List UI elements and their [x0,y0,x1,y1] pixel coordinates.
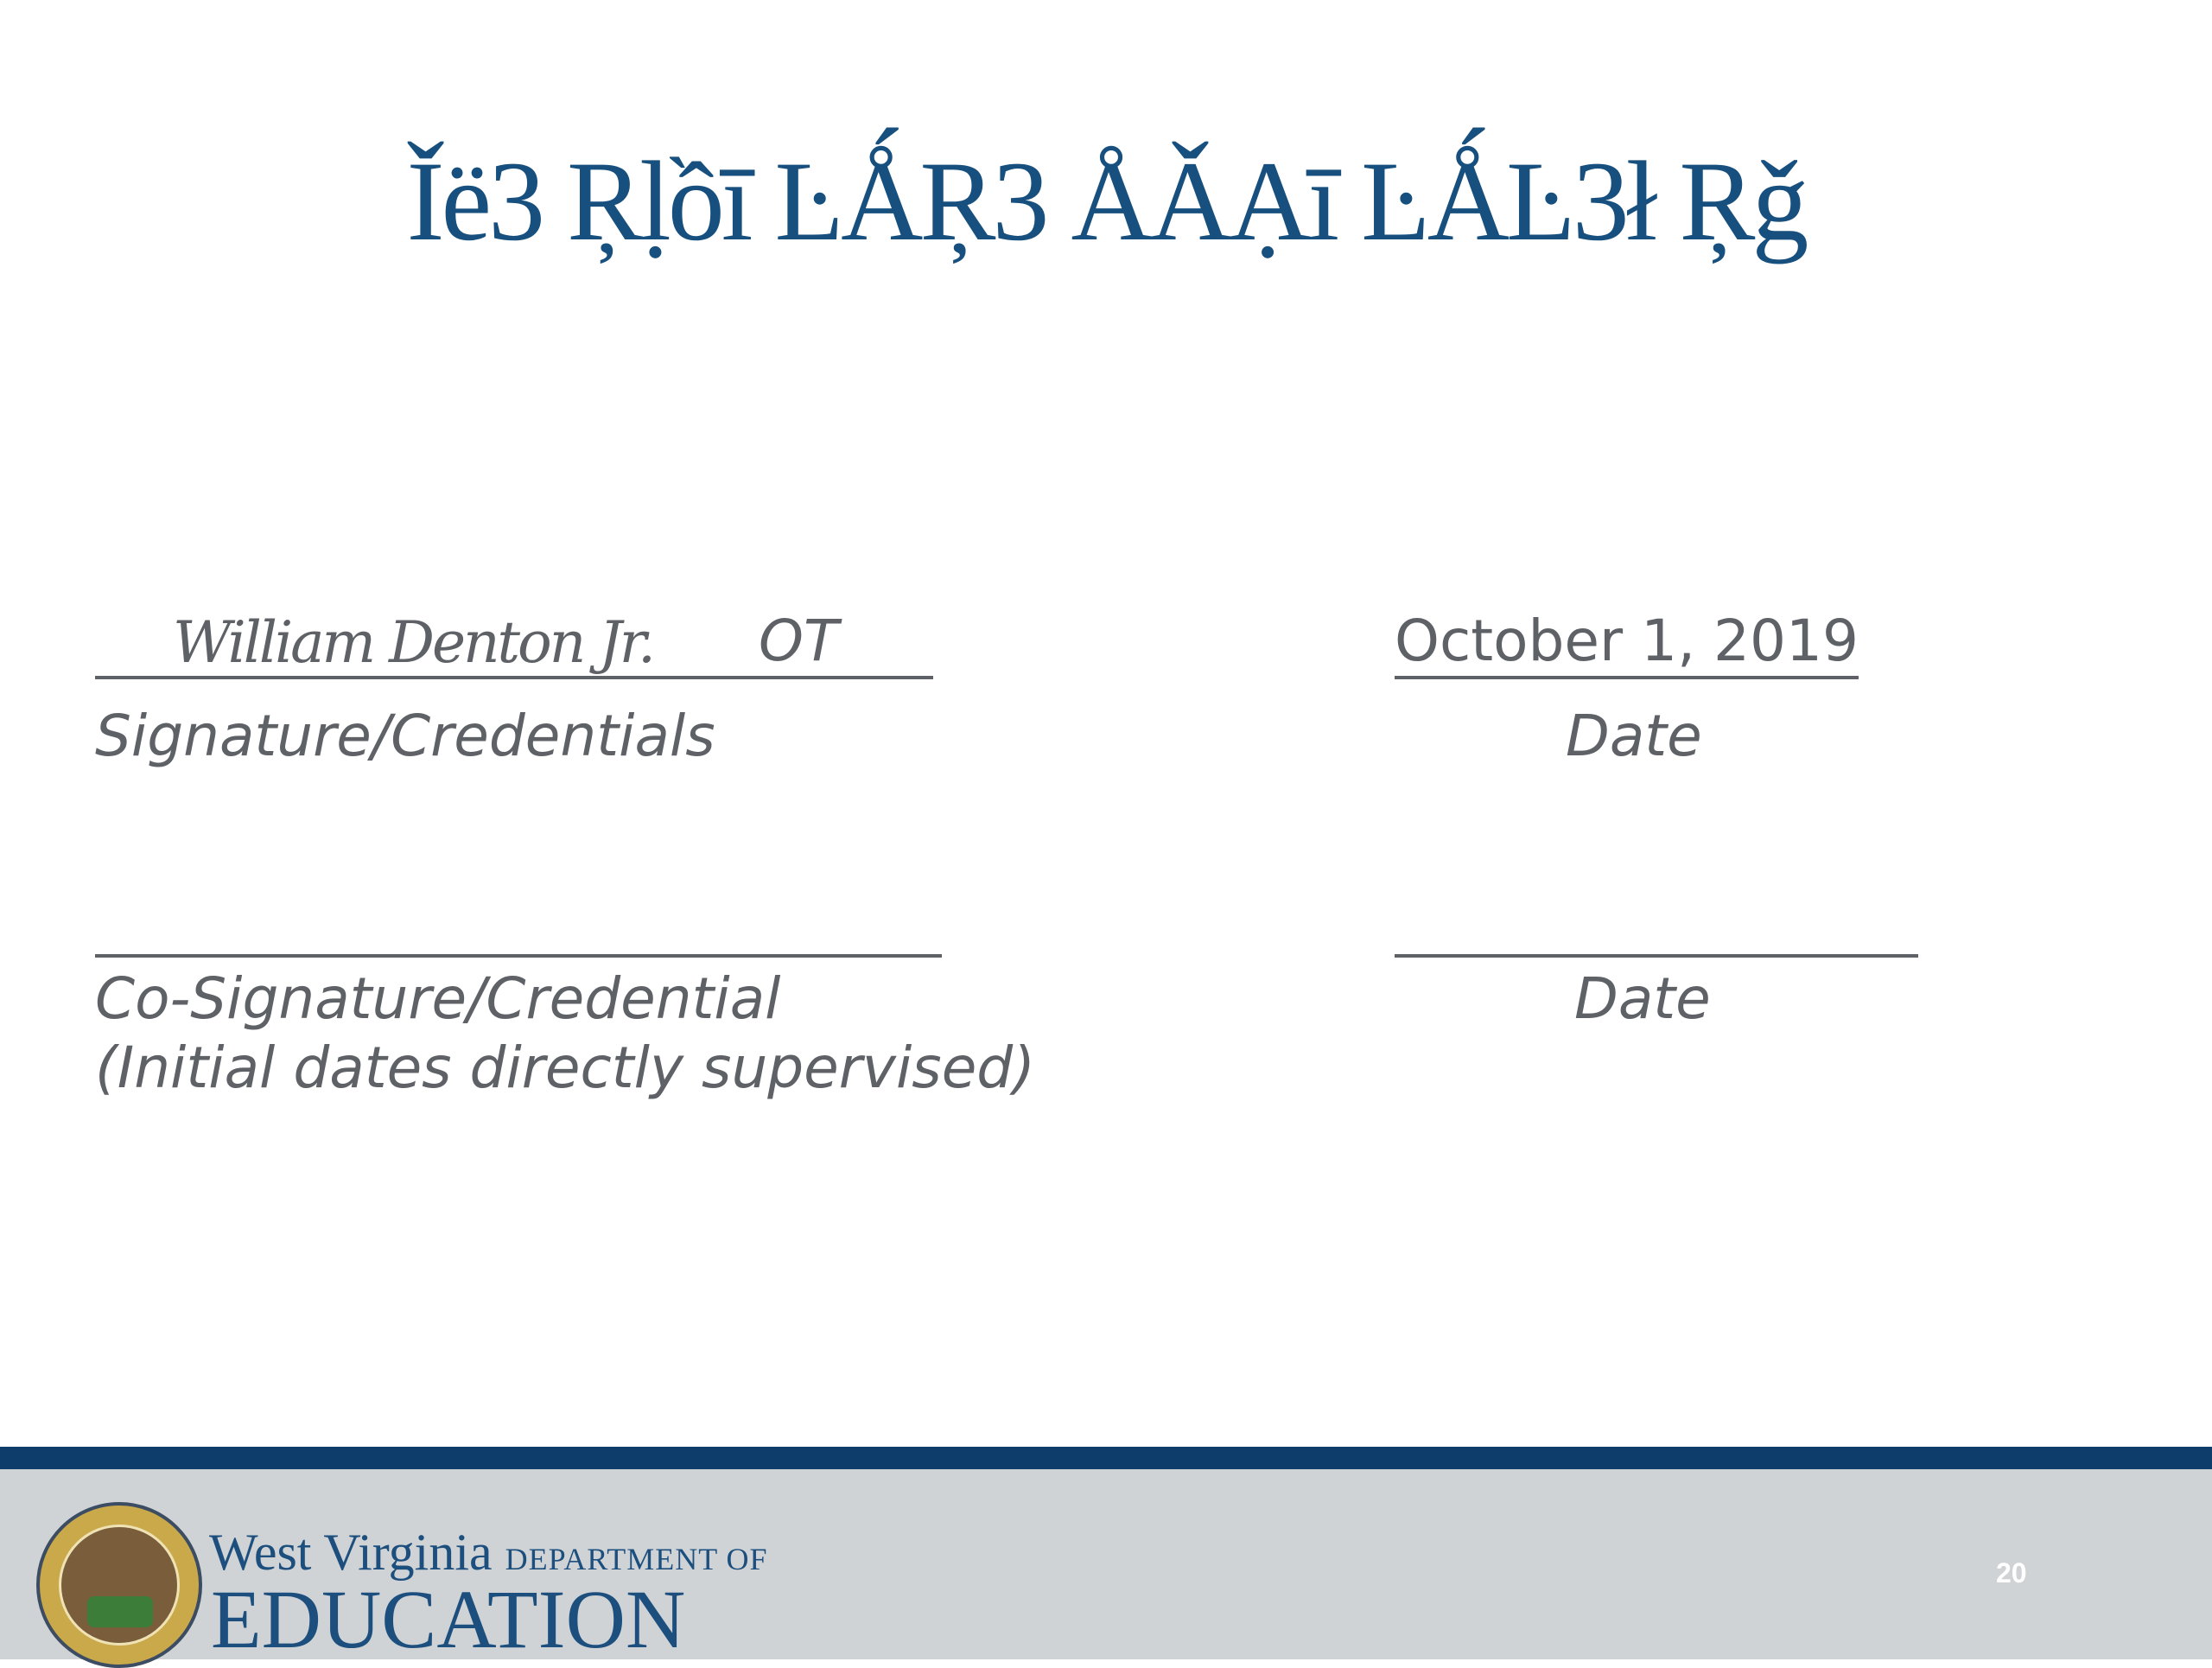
signature-credential: OT [759,608,839,674]
cosignature-date-label: Date [1574,965,1711,1032]
org-dept: DEPARTMENT OF [505,1542,768,1576]
signature-date: October 1, 2019 [1395,607,1859,679]
org-unit: EDUCATION [211,1573,686,1665]
cosignature-line [95,954,942,958]
signature-date-label: Date [1566,703,1702,769]
handwritten-signature: William Denton Jr. [173,609,653,676]
signature-line [95,607,933,679]
cosignature-label: Co-Signature/Credential [95,965,781,1032]
org-state: West Virginia [209,1524,493,1581]
cosignature-date-line [1395,954,1918,958]
cosignature-sublabel: (Initial dates directly supervised) [95,1035,1035,1101]
footer-bar [0,1447,2212,1665]
signature-label: Signature/Credentials [95,703,715,769]
slide-title: Ǐë3 Ŗḷồī ĿǺŖ3 ÅǍẠī ĿǺĿ3ł Ŗǧ [406,137,1806,264]
state-seal-icon [36,1502,202,1668]
page-number: 20 [1996,1557,2027,1588]
